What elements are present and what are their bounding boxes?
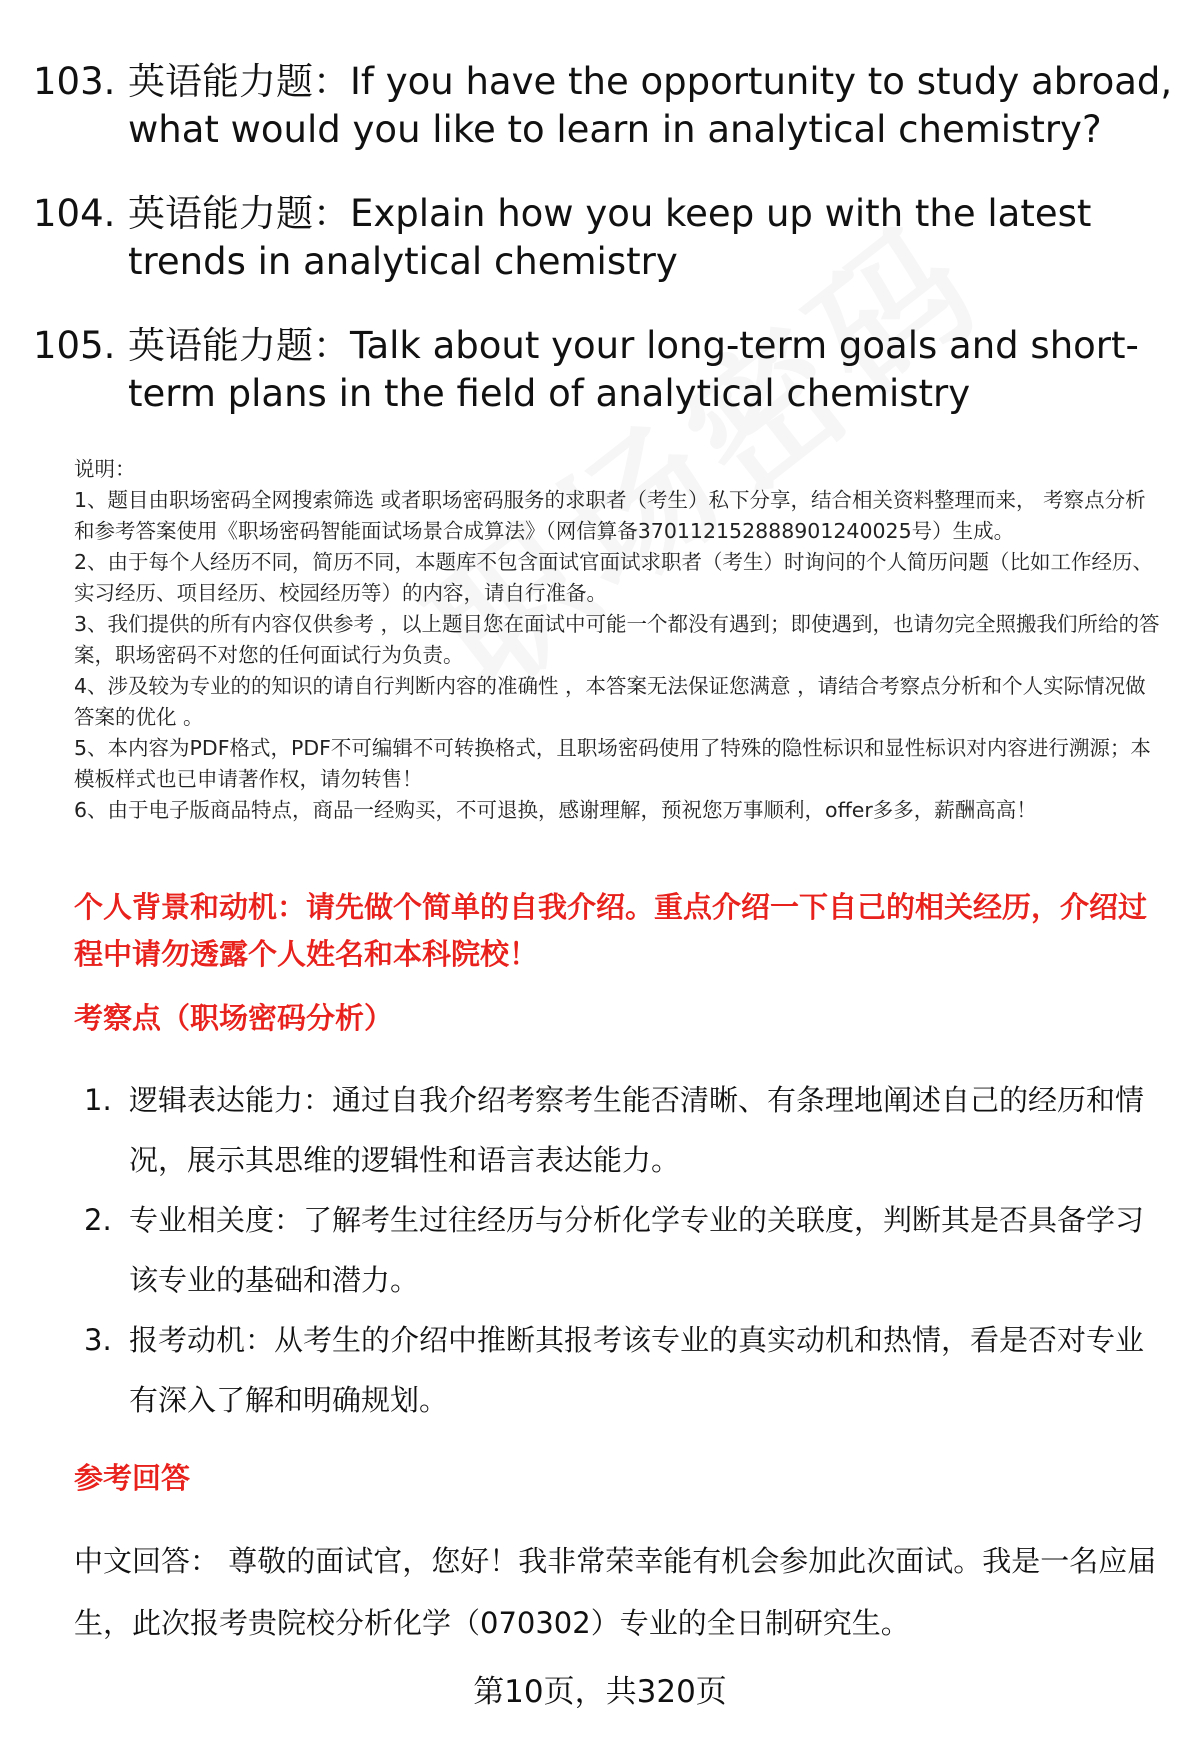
question-number: 104. bbox=[33, 192, 116, 235]
note-item: 6、由于电子版商品特点，商品一经购买，不可退换，感谢理解，预祝您万事顺利，offer多多，薪酬高高！ bbox=[74, 798, 1037, 822]
analysis-points bbox=[84, 1070, 1164, 1430]
question-item bbox=[33, 190, 1173, 286]
point-number: 3. bbox=[84, 1323, 112, 1357]
analysis-heading: 考察点（职场密码分析） bbox=[74, 1001, 394, 1035]
question-number: 105. bbox=[33, 324, 116, 367]
note-item: 2、由于每个人经历不同，简历不同，本题库不包含面试官面试求职者（考生）时询问的个人简历问题（比如工作经历、实习经历、项目经历、校园经历等）的内容，请自行准备。 bbox=[74, 550, 1154, 605]
page-footer: 第10页，共320页 bbox=[473, 1674, 727, 1710]
question-list bbox=[33, 58, 1173, 454]
question-text: 英语能力题：Explain how you keep up with the latest trends in analytical chemistry bbox=[128, 192, 1092, 283]
note-item: 1、题目由职场密码全网搜索筛选 或者职场密码服务的求职者（考生）私下分享，结合相关资料整理而来， 考察点分析和参考答案使用《职场密码智能面试场景合成算法》（网信算备370112152888901240025号）生成。 bbox=[74, 488, 1146, 543]
analysis-point bbox=[84, 1310, 1164, 1430]
note-item: 5、本内容为PDF格式，PDF不可编辑不可转换格式，且职场密码使用了特殊的隐性标识和显性标识对内容进行溯源；本模板样式也已申请著作权，请勿转售！ bbox=[74, 736, 1151, 791]
question-item bbox=[33, 322, 1173, 418]
current-question: 个人背景和动机：请先做个简单的自我介绍。重点介绍一下自己的相关经历，介绍过程中请勿透露个人姓名和本科院校！ bbox=[74, 890, 1148, 971]
question-number: 103. bbox=[33, 60, 116, 103]
point-text: 逻辑表达能力：通过自我介绍考察考生能否清晰、有条理地阐述自己的经历和情况，展示其思维的逻辑性和语言表达能力。 bbox=[129, 1083, 1145, 1177]
point-number: 1. bbox=[84, 1083, 112, 1117]
reference-answer: 中文回答： 尊敬的面试官，您好！我非常荣幸能有机会参加此次面试。我是一名应届生，此次报考贵院校分析化学（070302）专业的全日制研究生。 bbox=[74, 1544, 1157, 1640]
point-number: 2. bbox=[84, 1203, 112, 1237]
notes-title: 说明： bbox=[74, 457, 136, 481]
note-item: 3、我们提供的所有内容仅供参考 ，以上题目您在面试中可能一个都没有遇到；即使遇到，也请勿完全照搬我们所给的答案，职场密码不对您的任何面试行为负责。 bbox=[74, 612, 1160, 667]
point-text: 报考动机：从考生的介绍中推断其报考该专业的真实动机和热情，看是否对专业有深入了解和明确规划。 bbox=[129, 1323, 1145, 1417]
point-text: 专业相关度：了解考生过往经历与分析化学专业的关联度，判断其是否具备学习该专业的基础和潜力。 bbox=[129, 1203, 1145, 1297]
notes-section bbox=[74, 454, 1164, 826]
note-item: 4、涉及较为专业的的知识的请自行判断内容的准确性 ，本答案无法保证您满意 ，请结合考察点分析和个人实际情况做答案的优化 。 bbox=[74, 674, 1146, 729]
reference-heading: 参考回答 bbox=[74, 1461, 191, 1495]
question-text: 英语能力题：If you have the opportunity to study abroad, what would you like to learn in analytical chemistry? bbox=[128, 60, 1173, 151]
question-text: 英语能力题：Talk about your long-term goals and short-term plans in the field of analytical chemistry bbox=[128, 324, 1139, 415]
question-item bbox=[33, 58, 1173, 154]
analysis-point bbox=[84, 1070, 1164, 1190]
analysis-point bbox=[84, 1190, 1164, 1310]
